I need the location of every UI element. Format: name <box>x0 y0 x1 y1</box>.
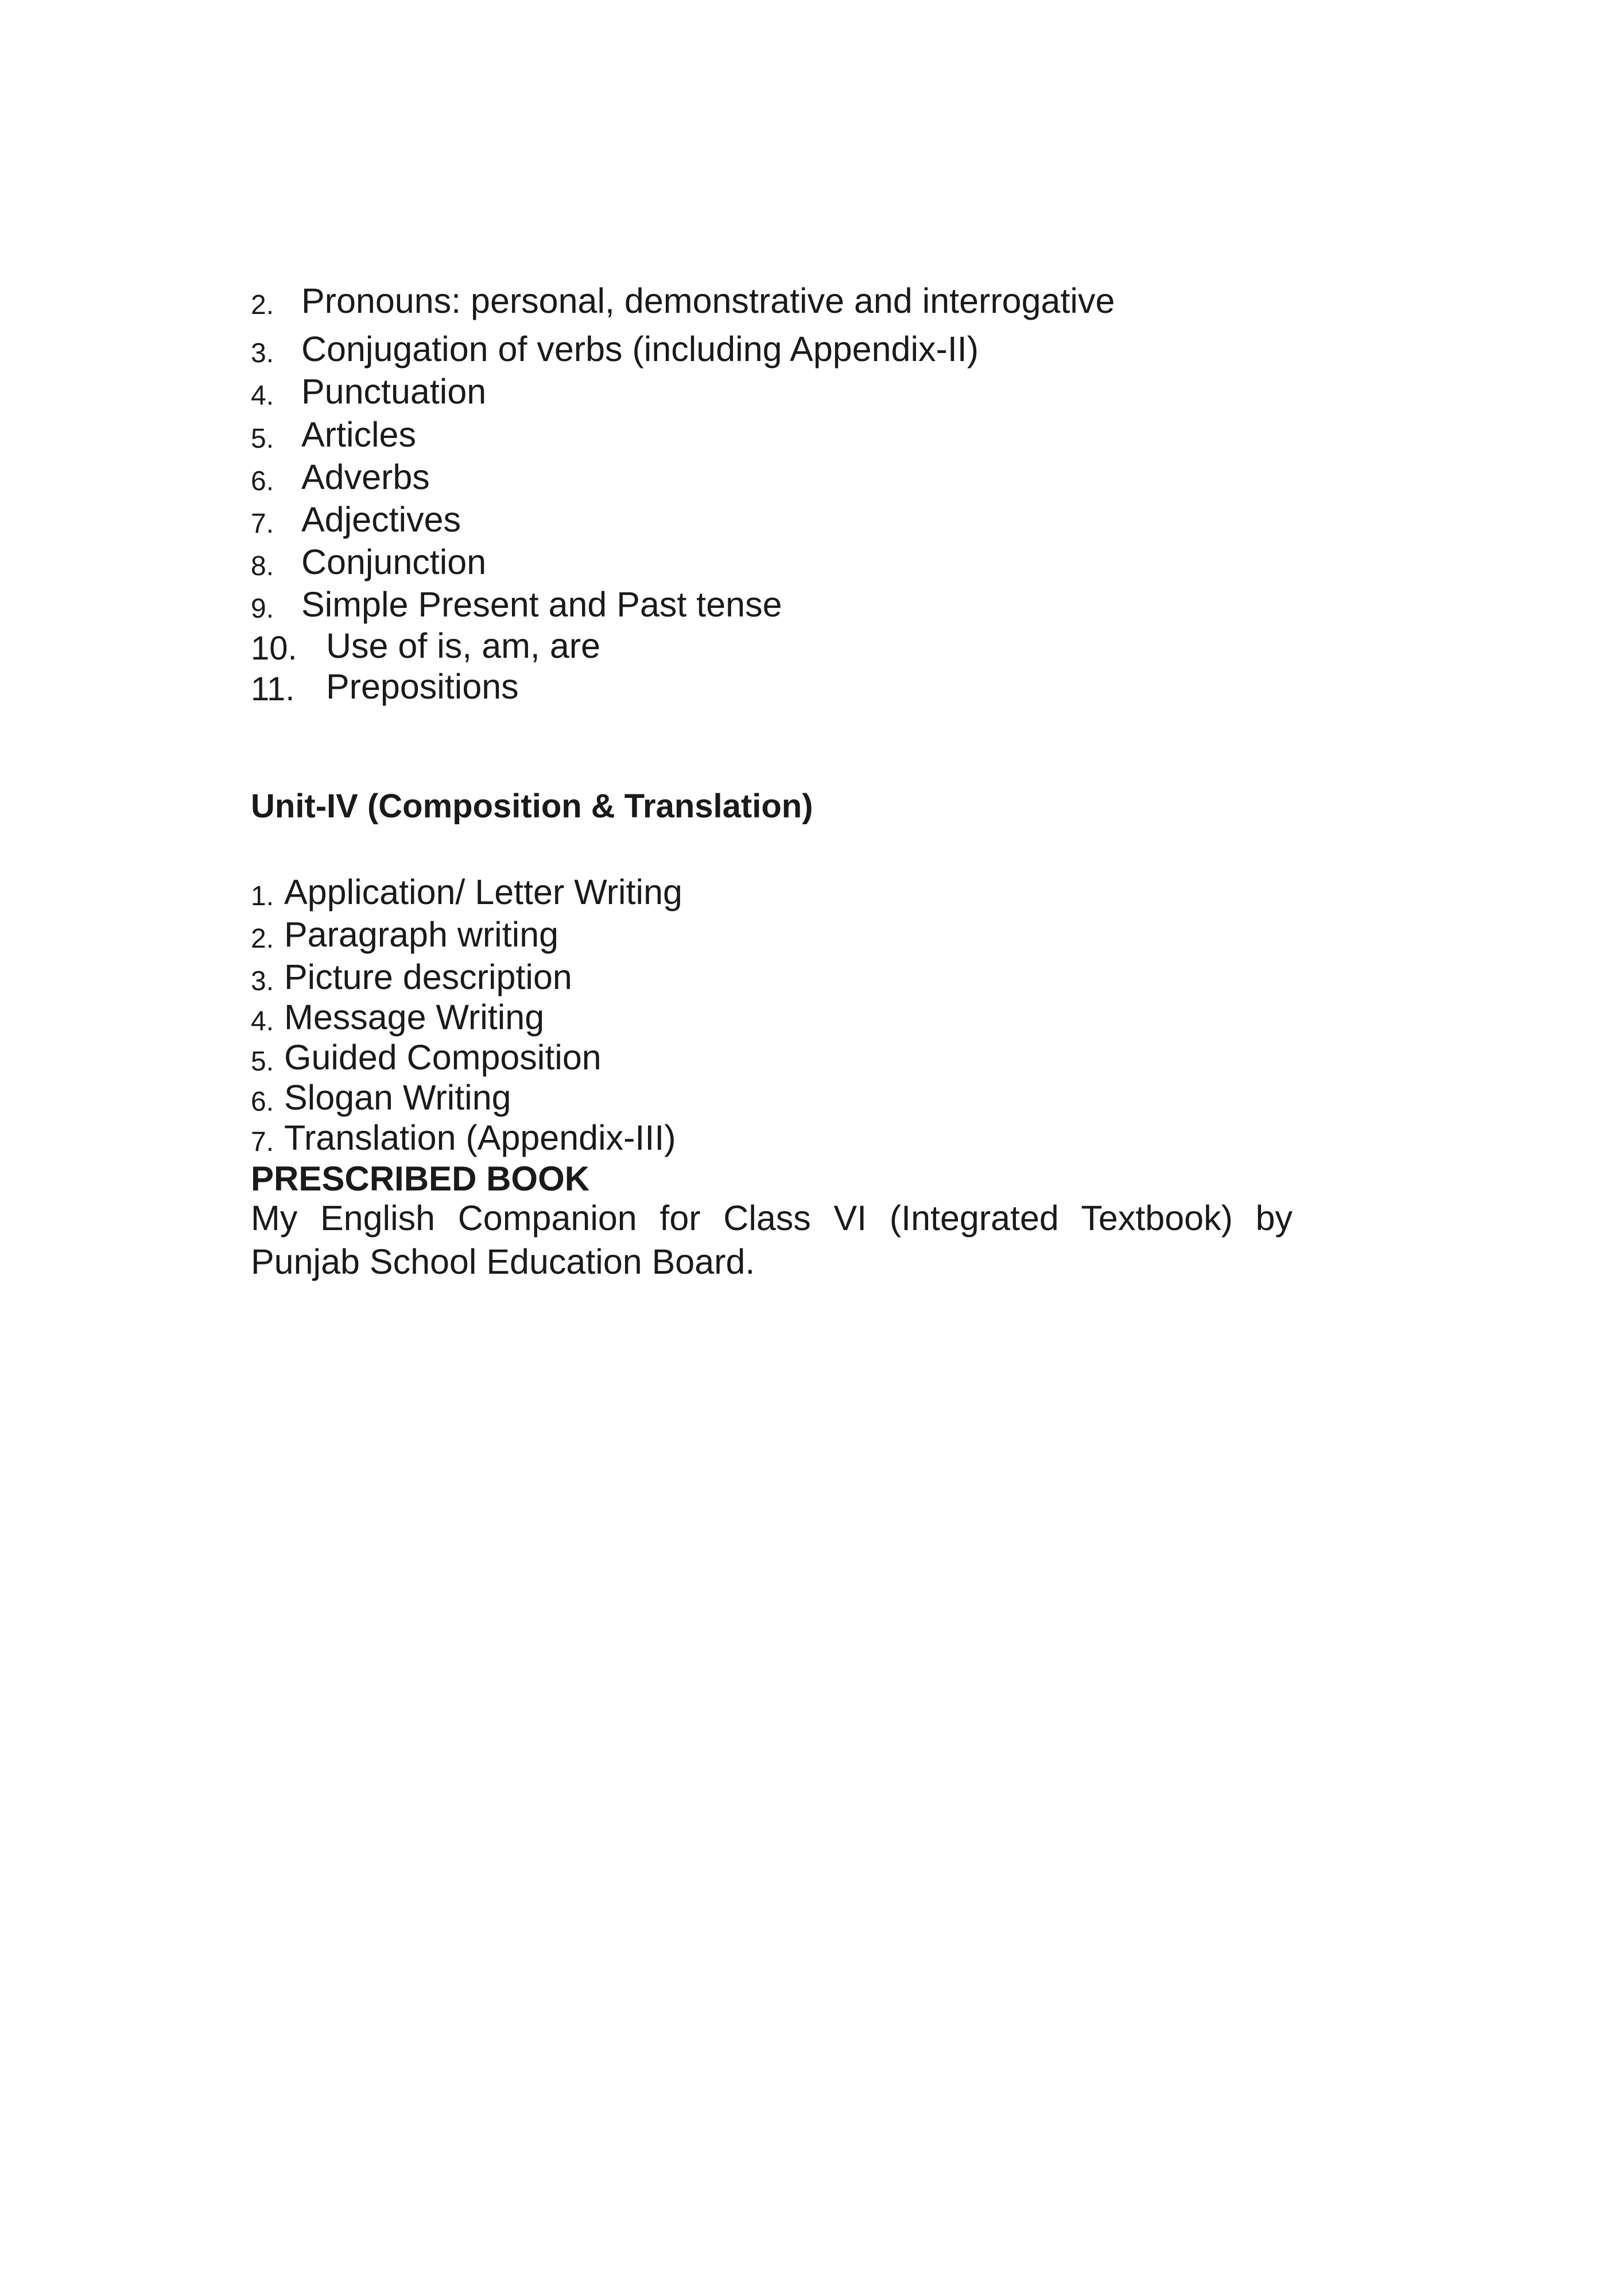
list-item-number: 3. <box>251 338 274 369</box>
list-item-number: 7. <box>251 1127 274 1157</box>
list-item-text: Punctuation <box>301 372 487 411</box>
list-item-number: 1. <box>251 881 274 912</box>
list-item-number: 2. <box>251 924 274 954</box>
list-item-number: 9. <box>251 594 274 624</box>
list-item-text: Conjunction <box>301 542 487 581</box>
list-item-number: 4. <box>251 1006 274 1037</box>
list-item-number: 7. <box>251 509 274 539</box>
list-item-text: Articles <box>301 415 416 454</box>
list-item-number: 5. <box>251 424 274 454</box>
list-item-number: 8. <box>251 551 274 581</box>
list-item-text: Use of is, am, are <box>326 626 600 665</box>
list-item-number: 3. <box>251 966 274 996</box>
list-item-text: Prepositions <box>326 667 519 706</box>
list-item-text: Translation (Appendix-III) <box>284 1118 676 1157</box>
list-item-text: Guided Composition <box>284 1038 602 1077</box>
list-item-number: 10. <box>251 630 297 667</box>
list-item-number: 11. <box>251 670 295 708</box>
list-item-text: Message Writing <box>284 998 545 1037</box>
section-heading: Unit-IV (Composition & Translation) <box>251 788 813 825</box>
list-item-number: 6. <box>251 1087 274 1117</box>
list-item-number: 5. <box>251 1046 274 1077</box>
list-item-text: Picture description <box>284 957 572 996</box>
list-item-text: Simple Present and Past tense <box>301 585 782 624</box>
list-item-text: Adverbs <box>301 457 430 497</box>
list-item-number: 2. <box>251 290 274 320</box>
list-item-text: Paragraph writing <box>284 915 559 954</box>
list-item-number: 6. <box>251 466 274 497</box>
prescribed-book-text: My English Companion for Class VI (Integrated Textbook) by Punjab School Education Board. <box>251 1199 1293 1281</box>
list-item-text: Application/ Letter Writing <box>284 872 682 912</box>
list-item-text: Conjugation of verbs (including Appendix-II) <box>301 329 979 369</box>
list-item-text: Slogan Writing <box>284 1078 511 1117</box>
list-item-number: 4. <box>251 381 274 411</box>
list-item-text: Pronouns: personal, demonstrative and interrogative <box>301 281 1115 320</box>
list-item-text: Adjectives <box>301 500 461 539</box>
prescribed-book-heading: PRESCRIBED BOOK <box>251 1159 590 1198</box>
